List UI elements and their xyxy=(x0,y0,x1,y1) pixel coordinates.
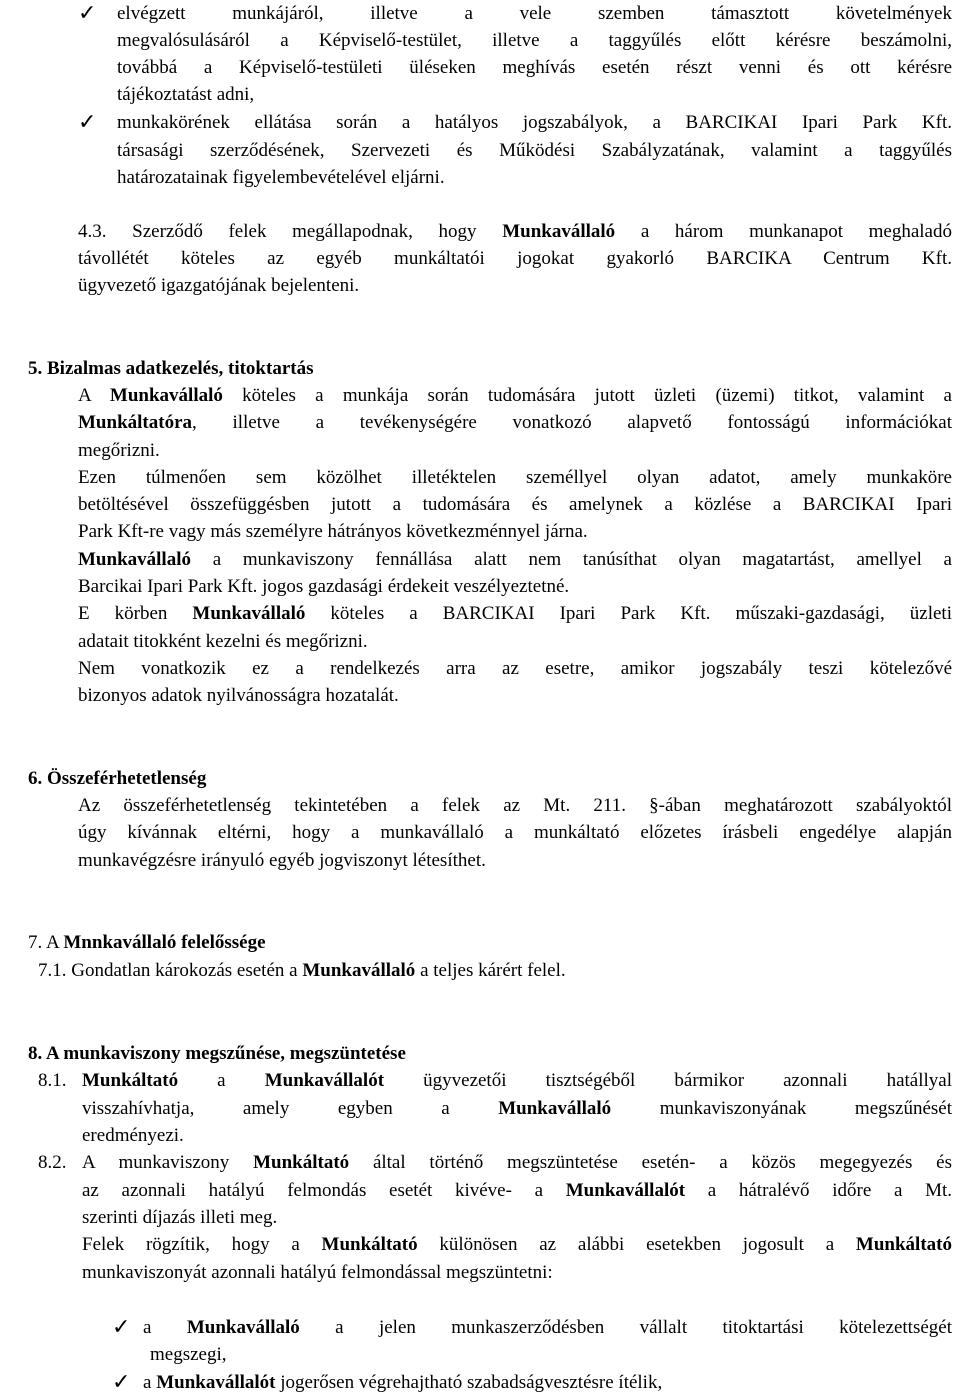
section-8-1-line3: eredményezi. xyxy=(82,1125,184,1146)
section-8-2-line3: szerinti díjazás illeti meg. xyxy=(82,1207,278,1228)
section-5-p1-line1: A Munkavállaló köteles a munkája során tudomására jutott üzleti (üzemi) titkot, valamint a xyxy=(78,385,952,406)
section-4-3-line3: ügyvezető igazgatójának bejelenteni. xyxy=(78,275,360,296)
section-8-1-line2: visszahívhatja, amely egyben a Munkavállaló munkaviszonyának megszűnését xyxy=(82,1098,952,1119)
section-8-2-line5: munkaviszonyát azonnali hatályú felmondással megszüntetni: xyxy=(82,1262,553,1283)
section-5-p3-line2: Barcikai Ipari Park Kft. jogos gazdasági érdekeit veszélyeztetné. xyxy=(78,576,570,597)
checklist-a-item2-line2: társasági szerződésének, Szervezeti és Működési Szabályzatának, valamint a taggyűlés xyxy=(117,140,952,161)
checkmark-icon: ✓ xyxy=(78,110,97,135)
checklist-a-item1-line3: továbbá a Képviselő-testületi üléseken meghívás esetén részt venni és ott kérésre xyxy=(117,57,952,78)
checklist-a-item1-line1: elvégzett munkájáról, illetve a vele szemben támasztott követelmények xyxy=(117,3,952,24)
section-5-p5-line2: bizonyos adatok nyilvánosságra hozatalát. xyxy=(78,685,399,706)
checklist-b-item1-line2: megszegi, xyxy=(150,1344,227,1365)
checkmark-icon: ✓ xyxy=(78,1,97,26)
section-7-heading: 7. A Mnnkavállaló felelőssége xyxy=(28,932,266,953)
section-5-p1-line2: Munkáltatóra, illetve a tevékenységére vonatkozó alapvető fontosságú információkat xyxy=(78,412,952,433)
section-6-heading: 6. Összeférhetetlenség xyxy=(28,768,207,789)
section-5-p5-line1: Nem vonatkozik ez a rendelkezés arra az esetre, amikor jogszabály teszi kötelezővé xyxy=(78,658,952,679)
bold-term: Munkavállaló xyxy=(502,221,616,242)
section-5-p2-line1: Ezen túlmenően sem közölhet illetéktelen személlyel olyan adatot, amely munkaköre xyxy=(78,467,952,488)
checklist-b-item2: a Munkavállalót jogerősen végrehajtható szabadságvesztésre ítélik, xyxy=(143,1372,663,1393)
section-8-heading: 8. A munkaviszony megszűnése, megszüntetése xyxy=(28,1043,406,1064)
section-4-3-line1: 4.3. Szerződő felek megállapodnak, hogy Munkavállaló a három munkanapot meghaladó xyxy=(78,221,952,242)
section-5-p4-line2: adatait titokként kezelni és megőrizni. xyxy=(78,631,368,652)
section-4-3-line2: távollétét köteles az egyéb munkáltatói jogokat gyakorló BARCIKA Centrum Kft. xyxy=(78,248,952,269)
section-5-heading: 5. Bizalmas adatkezelés, titoktartás xyxy=(28,358,314,379)
section-5-p1-line3: megőrizni. xyxy=(78,440,160,461)
section-8-2-line1: A munkaviszony Munkáltató által történő megszüntetése esetén- a közös megegyezés és xyxy=(82,1152,952,1173)
section-5-p3-line1: Munkavállaló a munkaviszony fennállása alatt nem tanúsíthat olyan magatartást, amellyel a xyxy=(78,549,952,570)
section-8-1-number: 8.1. xyxy=(38,1070,67,1091)
section-5-p2-line3: Park Kft-re vagy más személyre hátrányos következménnyel járna. xyxy=(78,521,588,542)
checklist-a-item1-line4: tájékoztatást adni, xyxy=(117,84,255,105)
section-8-2-number: 8.2. xyxy=(38,1152,67,1173)
section-5-p4-line1: E körben Munkavállaló köteles a BARCIKAI Ipari Park Kft. műszaki-gazdasági, üzleti xyxy=(78,603,952,624)
section-7-1-line: 7.1. Gondatlan károkozás esetén a Munkavállaló a teljes kárért felel. xyxy=(38,960,566,981)
section-6-line1: Az összeférhetetlenség tekintetében a felek az Mt. 211. §-ában meghatározott szabályoktól xyxy=(78,795,952,816)
section-6-line2: úgy kívánnak eltérni, hogy a munkavállaló a munkáltató előzetes írásbeli engedélye alapján xyxy=(78,822,952,843)
checklist-a-item2-line1: munkakörének ellátása során a hatályos jogszabályok, a BARCIKAI Ipari Park Kft. xyxy=(117,112,952,133)
section-8-1-line1: Munkáltató a Munkavállalót ügyvezetői tisztségéből bármikor azonnali hatállyal xyxy=(82,1070,952,1091)
section-8-2-line4: Felek rögzítik, hogy a Munkáltató különösen az alábbi esetekben jogosult a Munkáltató xyxy=(82,1234,952,1255)
checkmark-icon: ✓ xyxy=(112,1370,131,1395)
checkmark-icon: ✓ xyxy=(112,1315,131,1340)
section-8-2-line2: az azonnali hatályú felmondás esetét kivéve- a Munkavállalót a hátralévő időre a Mt. xyxy=(82,1180,952,1201)
section-4-3-number: 4.3. xyxy=(78,221,107,242)
checklist-a-item2-line3: határozatainak figyelembevételével eljárni. xyxy=(117,167,445,188)
checklist-a-item1-line2: megvalósulásáról a Képviselő-testület, illetve a taggyűlés előtt kérésre beszámolni, xyxy=(117,30,952,51)
section-5-p2-line2: betöltésével összefüggésben jutott a tudomására és amelynek a közlése a BARCIKAI Ipari xyxy=(78,494,952,515)
section-6-line3: munkavégzésre irányuló egyéb jogviszonyt létesíthet. xyxy=(78,850,486,871)
checklist-b-item1-line1: a Munkavállaló a jelen munkaszerződésben vállalt titoktartási kötelezettségét xyxy=(143,1317,952,1338)
